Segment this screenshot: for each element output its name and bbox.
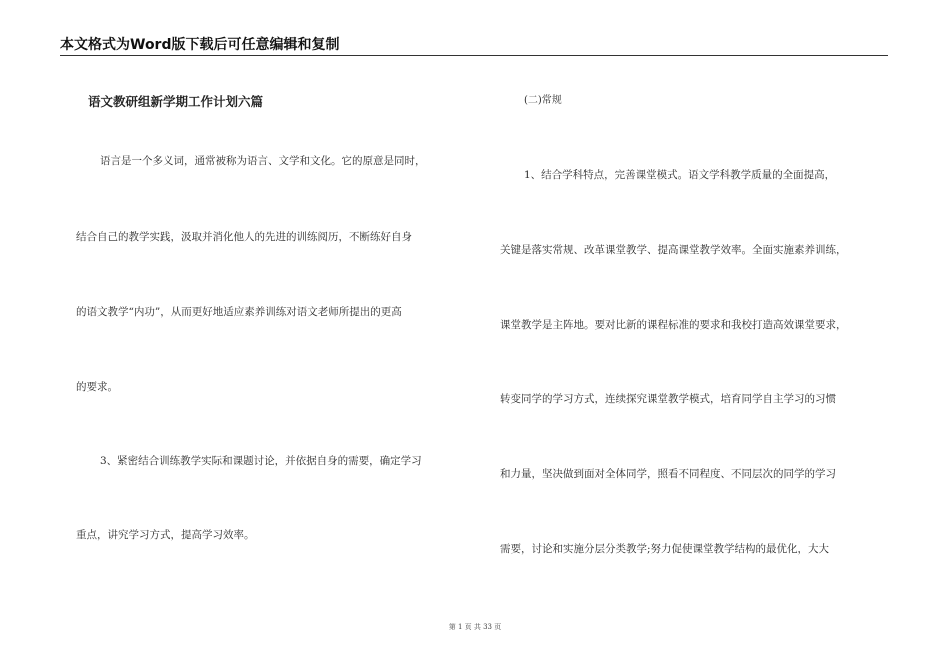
header-divider [60,55,888,56]
left-paragraph-line: 语言是一个多义词，通常被称为语言、文学和文化。它的原意是同时， [100,155,426,167]
right-paragraph-line: 需要，讨论和实施分层分类教学;努力促使课堂教学结构的最优化，大大 [500,543,830,555]
right-paragraph-line: 1、结合学科特点，完善课堂模式。语文学科教学质量的全面提高， [524,169,836,181]
document-header [60,36,888,54]
page-number: 第 1 页 共 33 页 [448,623,502,631]
right-paragraph-line: 课堂教学是主阵地。要对比新的课程标准的要求和我校打造高效课堂要求， [500,319,847,331]
right-paragraph-line: 和力量，坚决做到面对全体同学，照看不同程度、不同层次的同学的学习 [500,468,836,480]
left-paragraph-line: 3、紧密结合训练教学实际和课题讨论，并依据自身的需要，确定学习 [100,455,422,467]
document-title: 语文教研组新学期工作计划六篇 [88,94,264,109]
left-paragraph-line: 的语文教学“内功”，从而更好地适应素养训练对语文老师所提出的更高 [76,306,402,318]
section-heading: (二)常规 [524,95,562,106]
left-paragraph-line: 重点，讲究学习方式，提高学习效率。 [76,529,255,541]
left-paragraph-line: 结合自己的教学实践，汲取并消化他人的先进的训练阅历，不断练好自身 [76,231,412,243]
right-paragraph-line: 关键是落实常规、改革课堂教学、提高课堂教学效率。全面实施素养训练， [500,244,847,256]
right-paragraph-line: 转变同学的学习方式，连续探究课堂教学模式，培育同学自主学习的习惯 [500,393,836,405]
left-paragraph-line: 的要求。 [76,381,118,393]
header-text: 本文格式为Word版下载后可任意编辑和复制 [60,37,340,53]
